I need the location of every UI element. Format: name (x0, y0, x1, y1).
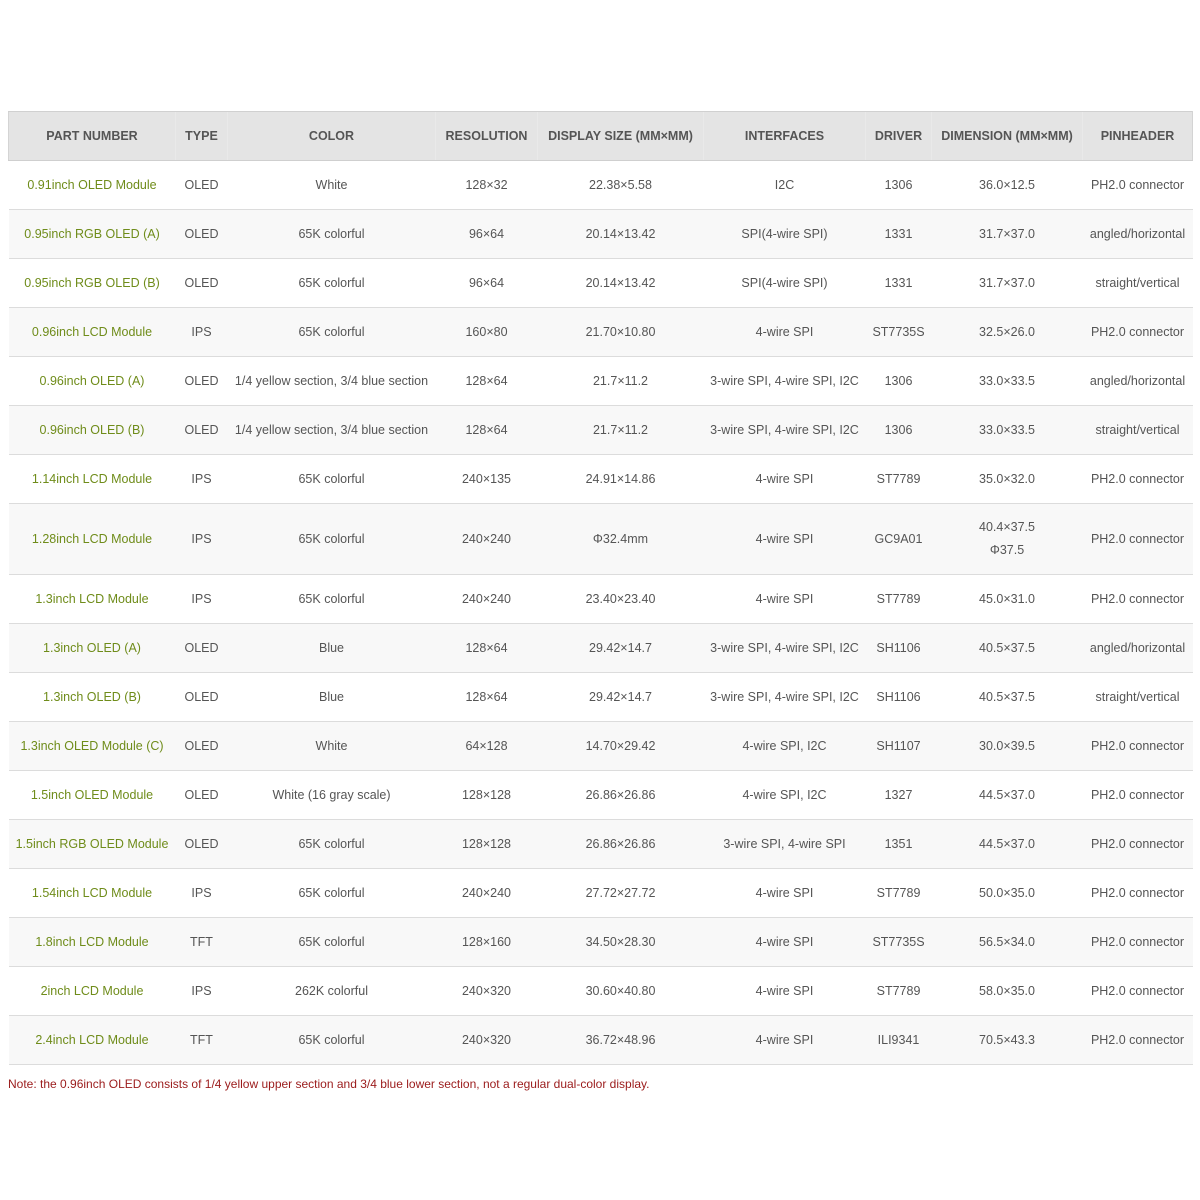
footnote: Note: the 0.96inch OLED consists of 1/4 yellow upper section and 3/4 blue lower section, not a regular dual-color display. (8, 1077, 650, 1091)
cell-dimension (932, 406, 1083, 455)
table-row (9, 967, 1193, 1016)
cell-display-size: 21.7×11.2 (538, 357, 704, 406)
dimension-line: 31.7×37.0 (979, 275, 1035, 290)
cell-color: 65K colorful (228, 1016, 436, 1065)
cell-resolution: 128×64 (436, 673, 538, 722)
cell-interfaces: 4-wire SPI (704, 967, 866, 1016)
cell-type: OLED (176, 820, 228, 869)
table-row (9, 406, 1193, 455)
cell-pinheader: straight/vertical (1083, 406, 1193, 455)
cell-interfaces: 3-wire SPI, 4-wire SPI (704, 820, 866, 869)
cell-color: 65K colorful (228, 504, 436, 575)
cell-dimension (932, 771, 1083, 820)
cell-display-size: 29.42×14.7 (538, 673, 704, 722)
cell-type: IPS (176, 869, 228, 918)
cell-dimension (932, 259, 1083, 308)
cell-interfaces: 3-wire SPI, 4-wire SPI, I2C (704, 624, 866, 673)
cell-driver: ST7789 (866, 869, 932, 918)
cell-color: 262K colorful (228, 967, 436, 1016)
cell-dimension (932, 673, 1083, 722)
table-row (9, 308, 1193, 357)
cell-dimension (932, 575, 1083, 624)
cell-pinheader: angled/horizontal (1083, 624, 1193, 673)
cell-display-size: 21.70×10.80 (538, 308, 704, 357)
cell-driver: ST7735S (866, 308, 932, 357)
cell-type: TFT (176, 918, 228, 967)
cell-pinheader: angled/horizontal (1083, 357, 1193, 406)
cell-driver: 1327 (866, 771, 932, 820)
dimension-line: 58.0×35.0 (979, 983, 1035, 998)
cell-display-size: 20.14×13.42 (538, 259, 704, 308)
cell-driver: ST7735S (866, 918, 932, 967)
table-row (9, 504, 1193, 575)
part-number-link[interactable]: 1.3inch LCD Module (9, 575, 176, 624)
dimension-line: 45.0×31.0 (979, 591, 1035, 606)
dimension-line: Φ37.5 (989, 543, 1025, 557)
part-number-link[interactable]: 1.28inch LCD Module (9, 504, 176, 575)
cell-dimension (932, 504, 1083, 575)
table-row (9, 161, 1193, 210)
cell-resolution: 64×128 (436, 722, 538, 771)
dimension-line: 32.5×26.0 (979, 324, 1035, 339)
cell-resolution: 240×240 (436, 869, 538, 918)
cell-dimension (932, 624, 1083, 673)
cell-type: OLED (176, 406, 228, 455)
dimension-line: 35.0×32.0 (979, 471, 1035, 486)
cell-pinheader: PH2.0 connector (1083, 575, 1193, 624)
cell-interfaces: 3-wire SPI, 4-wire SPI, I2C (704, 673, 866, 722)
dimension-line: 44.5×37.0 (979, 787, 1035, 802)
cell-type: OLED (176, 722, 228, 771)
cell-interfaces: 4-wire SPI (704, 455, 866, 504)
cell-display-size: 24.91×14.86 (538, 455, 704, 504)
cell-display-size: 26.86×26.86 (538, 820, 704, 869)
cell-resolution: 240×240 (436, 575, 538, 624)
cell-interfaces: 4-wire SPI, I2C (704, 771, 866, 820)
header-row (9, 112, 1193, 161)
cell-resolution: 240×320 (436, 967, 538, 1016)
cell-driver: 1306 (866, 406, 932, 455)
cell-pinheader: PH2.0 connector (1083, 722, 1193, 771)
cell-resolution: 128×64 (436, 357, 538, 406)
cell-display-size: 29.42×14.7 (538, 624, 704, 673)
cell-display-size: 22.38×5.58 (538, 161, 704, 210)
part-number-link[interactable]: 0.91inch OLED Module (9, 161, 176, 210)
cell-pinheader: PH2.0 connector (1083, 820, 1193, 869)
part-number-link[interactable]: 1.3inch OLED (B) (9, 673, 176, 722)
cell-display-size: 34.50×28.30 (538, 918, 704, 967)
table-row (9, 820, 1193, 869)
part-number-link[interactable]: 0.96inch OLED (A) (9, 357, 176, 406)
cell-interfaces: I2C (704, 161, 866, 210)
cell-dimension (932, 161, 1083, 210)
dimension-line: 31.7×37.0 (979, 226, 1035, 241)
cell-driver: ST7789 (866, 455, 932, 504)
table-row (9, 771, 1193, 820)
cell-dimension (932, 308, 1083, 357)
cell-pinheader: PH2.0 connector (1083, 918, 1193, 967)
cell-color: 65K colorful (228, 455, 436, 504)
cell-dimension (932, 820, 1083, 869)
cell-type: IPS (176, 504, 228, 575)
part-number-link[interactable]: 0.95inch RGB OLED (A) (9, 210, 176, 259)
cell-type: OLED (176, 210, 228, 259)
cell-driver: SH1106 (866, 624, 932, 673)
cell-color: 65K colorful (228, 308, 436, 357)
spec-table (8, 111, 1193, 1065)
cell-driver: 1331 (866, 259, 932, 308)
cell-color: 1/4 yellow section, 3/4 blue section (228, 357, 436, 406)
cell-interfaces: 4-wire SPI (704, 575, 866, 624)
part-number-link[interactable]: 0.96inch OLED (B) (9, 406, 176, 455)
cell-color: 65K colorful (228, 820, 436, 869)
cell-pinheader: PH2.0 connector (1083, 308, 1193, 357)
cell-resolution: 128×64 (436, 406, 538, 455)
part-number-link[interactable]: 2.4inch LCD Module (9, 1016, 176, 1065)
cell-pinheader: straight/vertical (1083, 673, 1193, 722)
header-resolution: RESOLUTION (436, 112, 538, 161)
cell-dimension (932, 869, 1083, 918)
cell-interfaces: 4-wire SPI, I2C (704, 722, 866, 771)
cell-dimension (932, 357, 1083, 406)
cell-display-size: Φ32.4mm (538, 504, 704, 575)
table-row (9, 918, 1193, 967)
table-row (9, 455, 1193, 504)
cell-resolution: 240×320 (436, 1016, 538, 1065)
dimension-line: 70.5×43.3 (979, 1032, 1035, 1047)
cell-type: OLED (176, 624, 228, 673)
part-number-link[interactable]: 2inch LCD Module (9, 967, 176, 1016)
cell-color: 65K colorful (228, 259, 436, 308)
table-row (9, 624, 1193, 673)
cell-interfaces: 4-wire SPI (704, 869, 866, 918)
cell-type: OLED (176, 771, 228, 820)
cell-dimension (932, 918, 1083, 967)
cell-pinheader: PH2.0 connector (1083, 161, 1193, 210)
cell-display-size: 30.60×40.80 (538, 967, 704, 1016)
cell-color: White (228, 722, 436, 771)
cell-resolution: 128×160 (436, 918, 538, 967)
dimension-line: 40.4×37.5 (979, 520, 1035, 534)
header-pinheader: PINHEADER (1083, 112, 1193, 161)
cell-display-size: 36.72×48.96 (538, 1016, 704, 1065)
cell-resolution: 240×240 (436, 504, 538, 575)
cell-type: OLED (176, 259, 228, 308)
cell-color: 65K colorful (228, 210, 436, 259)
cell-type: OLED (176, 357, 228, 406)
cell-driver: SH1106 (866, 673, 932, 722)
dimension-line: 40.5×37.5 (979, 640, 1035, 655)
part-number-link[interactable]: 1.3inch OLED (A) (9, 624, 176, 673)
cell-driver: 1351 (866, 820, 932, 869)
table-row (9, 259, 1193, 308)
cell-display-size: 26.86×26.86 (538, 771, 704, 820)
table-row (9, 673, 1193, 722)
cell-pinheader: PH2.0 connector (1083, 869, 1193, 918)
cell-driver: 1306 (866, 161, 932, 210)
part-number-link[interactable]: 0.95inch RGB OLED (B) (9, 259, 176, 308)
cell-type: OLED (176, 161, 228, 210)
header-part-number: PART NUMBER (9, 112, 176, 161)
cell-type: IPS (176, 308, 228, 357)
cell-pinheader: straight/vertical (1083, 259, 1193, 308)
cell-driver: SH1107 (866, 722, 932, 771)
dimension-line: 36.0×12.5 (979, 177, 1035, 192)
cell-resolution: 160×80 (436, 308, 538, 357)
dimension-line: 33.0×33.5 (979, 373, 1035, 388)
cell-display-size: 14.70×29.42 (538, 722, 704, 771)
cell-resolution: 128×32 (436, 161, 538, 210)
table-row (9, 722, 1193, 771)
cell-resolution: 240×135 (436, 455, 538, 504)
cell-display-size: 27.72×27.72 (538, 869, 704, 918)
cell-pinheader: PH2.0 connector (1083, 771, 1193, 820)
table-row (9, 575, 1193, 624)
cell-color: White (228, 161, 436, 210)
header-driver: DRIVER (866, 112, 932, 161)
part-number-link[interactable]: 0.96inch LCD Module (9, 308, 176, 357)
cell-display-size: 23.40×23.40 (538, 575, 704, 624)
cell-type: IPS (176, 967, 228, 1016)
cell-pinheader: PH2.0 connector (1083, 455, 1193, 504)
cell-color: 65K colorful (228, 575, 436, 624)
table-body (9, 161, 1193, 1065)
cell-color: White (16 gray scale) (228, 771, 436, 820)
cell-interfaces: SPI(4-wire SPI) (704, 259, 866, 308)
cell-driver: 1306 (866, 357, 932, 406)
cell-dimension (932, 722, 1083, 771)
dimension-line: 40.5×37.5 (979, 689, 1035, 704)
cell-type: TFT (176, 1016, 228, 1065)
cell-pinheader: PH2.0 connector (1083, 967, 1193, 1016)
cell-driver: ST7789 (866, 575, 932, 624)
cell-dimension (932, 967, 1083, 1016)
cell-dimension (932, 455, 1083, 504)
cell-interfaces: 3-wire SPI, 4-wire SPI, I2C (704, 357, 866, 406)
cell-driver: ILI9341 (866, 1016, 932, 1065)
header-interfaces: INTERFACES (704, 112, 866, 161)
cell-display-size: 20.14×13.42 (538, 210, 704, 259)
header-type: TYPE (176, 112, 228, 161)
cell-type: IPS (176, 575, 228, 624)
table-row (9, 357, 1193, 406)
cell-resolution: 128×128 (436, 820, 538, 869)
dimension-line: 50.0×35.0 (979, 885, 1035, 900)
cell-interfaces: 4-wire SPI (704, 1016, 866, 1065)
cell-resolution: 96×64 (436, 210, 538, 259)
cell-interfaces: 3-wire SPI, 4-wire SPI, I2C (704, 406, 866, 455)
table-row (9, 869, 1193, 918)
cell-driver: ST7789 (866, 967, 932, 1016)
header-dimension: DIMENSION (MM×MM) (932, 112, 1083, 161)
part-number-link[interactable]: 1.3inch OLED Module (C) (9, 722, 176, 771)
cell-color: 1/4 yellow section, 3/4 blue section (228, 406, 436, 455)
cell-color: Blue (228, 624, 436, 673)
part-number-link[interactable]: 1.5inch OLED Module (9, 771, 176, 820)
dimension-line: 33.0×33.5 (979, 422, 1035, 437)
cell-type: OLED (176, 673, 228, 722)
header-color: COLOR (228, 112, 436, 161)
part-number-link[interactable]: 1.14inch LCD Module (9, 455, 176, 504)
dimension-line: 56.5×34.0 (979, 934, 1035, 949)
cell-dimension (932, 210, 1083, 259)
cell-color: Blue (228, 673, 436, 722)
cell-interfaces: SPI(4-wire SPI) (704, 210, 866, 259)
table-row (9, 1016, 1193, 1065)
dimension-line: 44.5×37.0 (979, 836, 1035, 851)
cell-interfaces: 4-wire SPI (704, 308, 866, 357)
cell-pinheader: angled/horizontal (1083, 210, 1193, 259)
cell-driver: GC9A01 (866, 504, 932, 575)
cell-color: 65K colorful (228, 869, 436, 918)
cell-color: 65K colorful (228, 918, 436, 967)
cell-type: IPS (176, 455, 228, 504)
part-number-link[interactable]: 1.54inch LCD Module (9, 869, 176, 918)
part-number-link[interactable]: 1.8inch LCD Module (9, 918, 176, 967)
cell-pinheader: PH2.0 connector (1083, 1016, 1193, 1065)
table-row (9, 210, 1193, 259)
cell-interfaces: 4-wire SPI (704, 504, 866, 575)
cell-dimension (932, 1016, 1083, 1065)
cell-resolution: 96×64 (436, 259, 538, 308)
header-display-size: DISPLAY SIZE (MM×MM) (538, 112, 704, 161)
cell-driver: 1331 (866, 210, 932, 259)
cell-resolution: 128×64 (436, 624, 538, 673)
cell-display-size: 21.7×11.2 (538, 406, 704, 455)
cell-pinheader: PH2.0 connector (1083, 504, 1193, 575)
cell-resolution: 128×128 (436, 771, 538, 820)
dimension-line: 30.0×39.5 (979, 738, 1035, 753)
cell-interfaces: 4-wire SPI (704, 918, 866, 967)
part-number-link[interactable]: 1.5inch RGB OLED Module (9, 820, 176, 869)
